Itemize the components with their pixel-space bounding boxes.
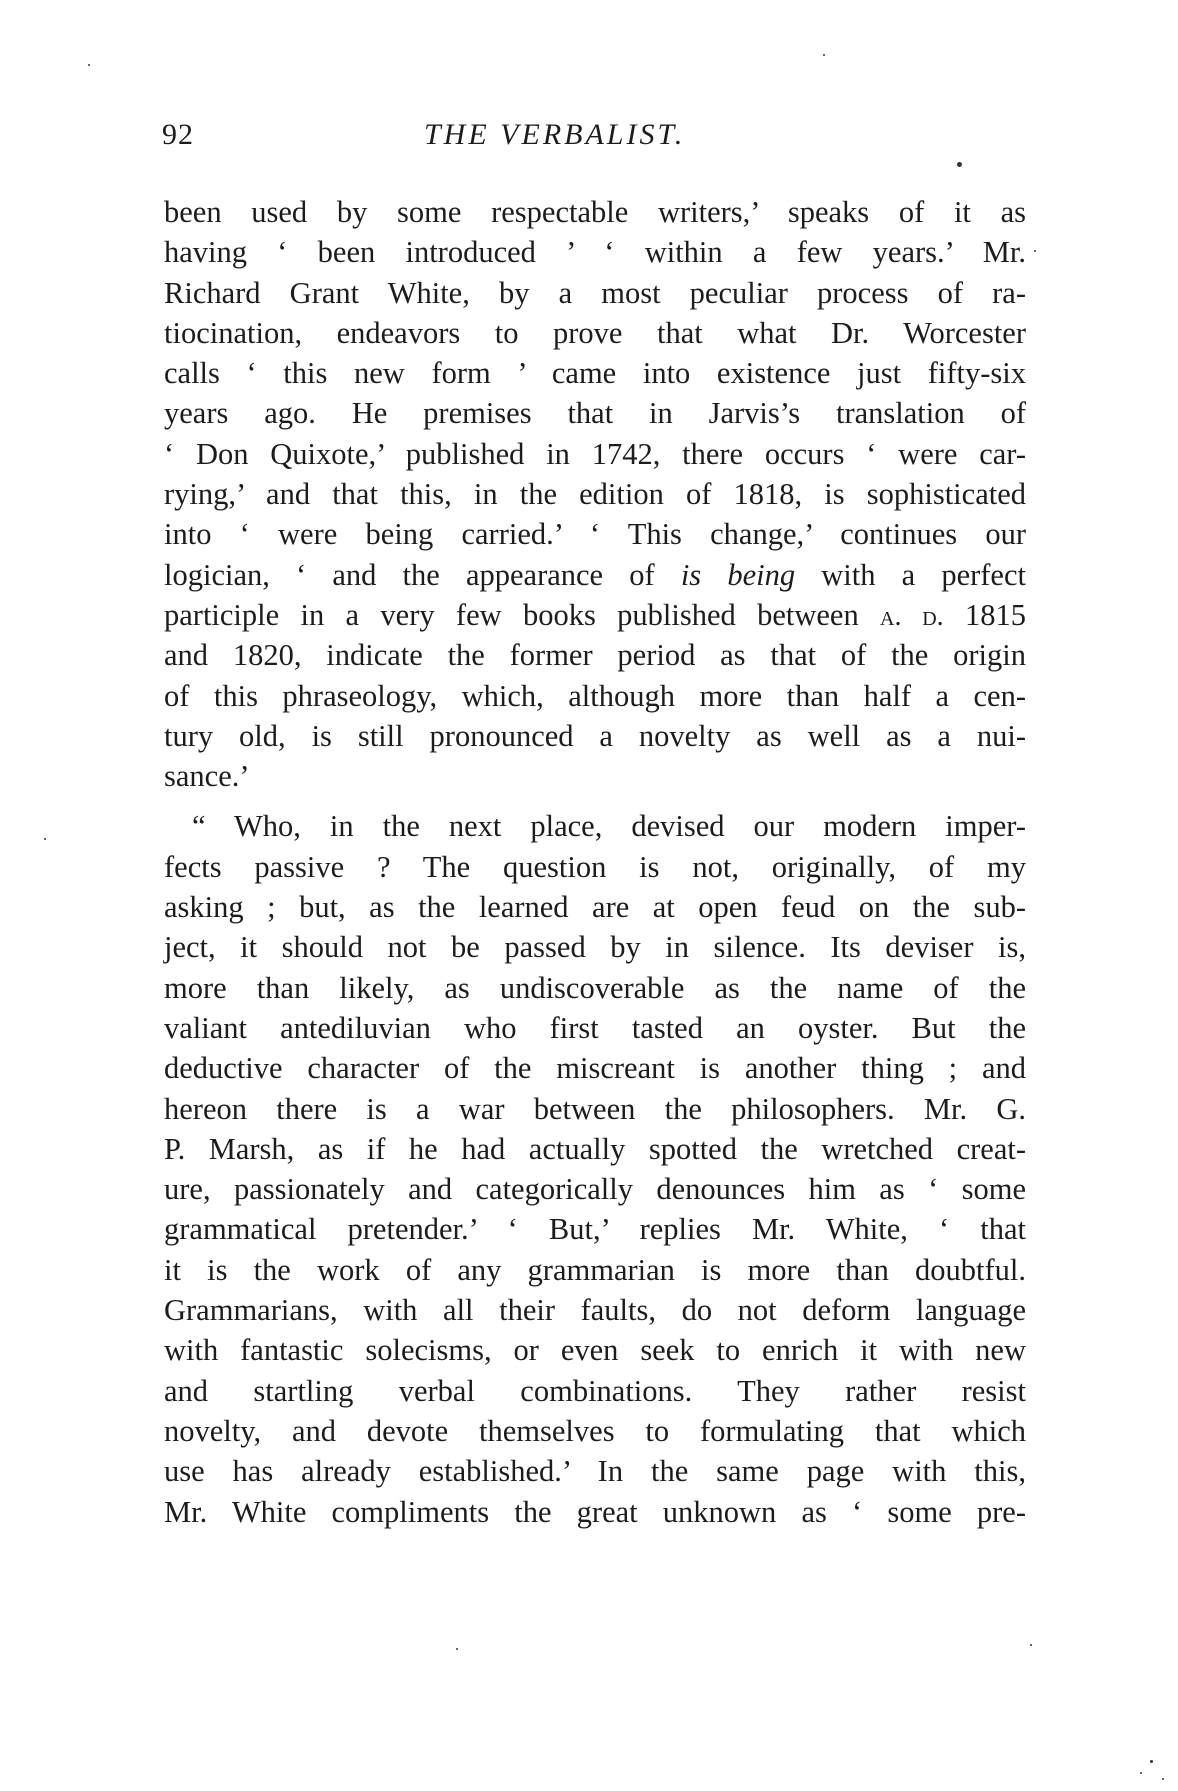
page-number: 92 [162,118,194,151]
text-line: deductive character of the miscreant is another thing ; and [164,1051,1026,1086]
paper-speck [88,64,90,66]
text-line: Grammarians, with all their faults, do not deform language [164,1293,1026,1328]
text-line: grammatical pretender.’ ‘ But,’ replies Mr. White, ‘ that [164,1212,1026,1247]
italic-phrase: is being [680,557,796,592]
text-line: hereon there is a war between the philosophers. Mr. G. [164,1091,1026,1126]
text-line: ject, it should not be passed by in silence. Its deviser is, [164,930,1026,965]
text-line: valiant antediluvian who first tasted an oyster. But the [164,1010,1026,1045]
paper-speck [823,54,825,56]
text-line: “ Who, in the next place, devised our modern imper- [192,809,1026,844]
paper-speck [1162,1778,1164,1780]
text-line: ure, passionately and categorically denounces him as ‘ some [164,1172,1026,1207]
running-head: THE VERBALIST. [424,118,686,151]
page-header [162,118,1022,158]
text-line: Richard Grant White, by a most peculiar process of ra- [164,275,1026,310]
paper-speck [456,1648,458,1650]
text-run: logician, ‘ and the appearance of [164,557,681,592]
text-line: sance.’ [164,759,250,794]
text-line: P. Marsh, as if he had actually spotted the wretched creat- [164,1131,1026,1166]
text-line: use has already established.’ In the same page with this, [164,1454,1026,1489]
paragraph-1 [164,192,1026,796]
text-run: 1815 [943,597,1026,632]
text-line: rying,’ and that this, in the edition of 1818, is sophisticated [164,477,1026,512]
print-speck-mark [957,162,962,167]
text-line: more than likely, as undiscoverable as the name of the [164,970,1026,1005]
text-line: it is the work of any grammarian is more than doubtful. [164,1252,1026,1287]
text-line: fects passive ? The question is not, originally, of my [164,849,1026,884]
text-line: into ‘ were being carried.’ ‘ This change,’ continues our [164,517,1026,552]
text-line: and 1820, indicate the former period as that of the origin [164,638,1026,673]
text-line: tury old, is still pronounced a novelty as well as a nui- [164,718,1026,753]
text-line: been used by some respectable writers,’ speaks of it as [164,195,1026,229]
text-line: ‘ Don Quixote,’ published in 1742, there occurs ‘ were car- [164,436,1026,471]
body-text [164,192,1026,1532]
text-line: novelty, and devote themselves to formulating that which [164,1413,1026,1448]
paper-speck [1150,1760,1153,1763]
text-line: calls ‘ this new form ’ came into existence just fifty-six [164,356,1026,391]
text-run: participle in a very few books published between [164,597,881,632]
text-line: years ago. He premises that in Jarvis’s translation of [164,396,1026,431]
text-run: with a perfect [795,557,1026,592]
text-line: having ‘ been introduced ’ ‘ within a few years.’ Mr. [164,235,1026,270]
small-caps-date: a. d. [880,600,944,632]
paragraph-gap [164,796,1026,806]
text-line: with fantastic solecisms, or even seek to enrich it with new [164,1333,1026,1368]
text-line: Mr. White compliments the great unknown as ‘ some pre- [164,1494,1026,1529]
text-line: and startling verbal combinations. They rather resist [164,1373,1026,1408]
text-line: asking ; but, as the learned are at open feud on the sub- [164,890,1026,925]
paragraph-2 [164,806,1026,1531]
paper-speck [44,838,46,840]
text-line: tiocination, endeavors to prove that what Dr. Worcester [164,315,1026,350]
paper-speck [1140,1772,1142,1774]
text-line [164,555,1026,595]
text-line: of this phraseology, which, although more than half a cen- [164,678,1026,713]
paper-speck [1034,250,1036,252]
paper-speck [1030,1644,1032,1646]
text-line [164,595,1026,635]
